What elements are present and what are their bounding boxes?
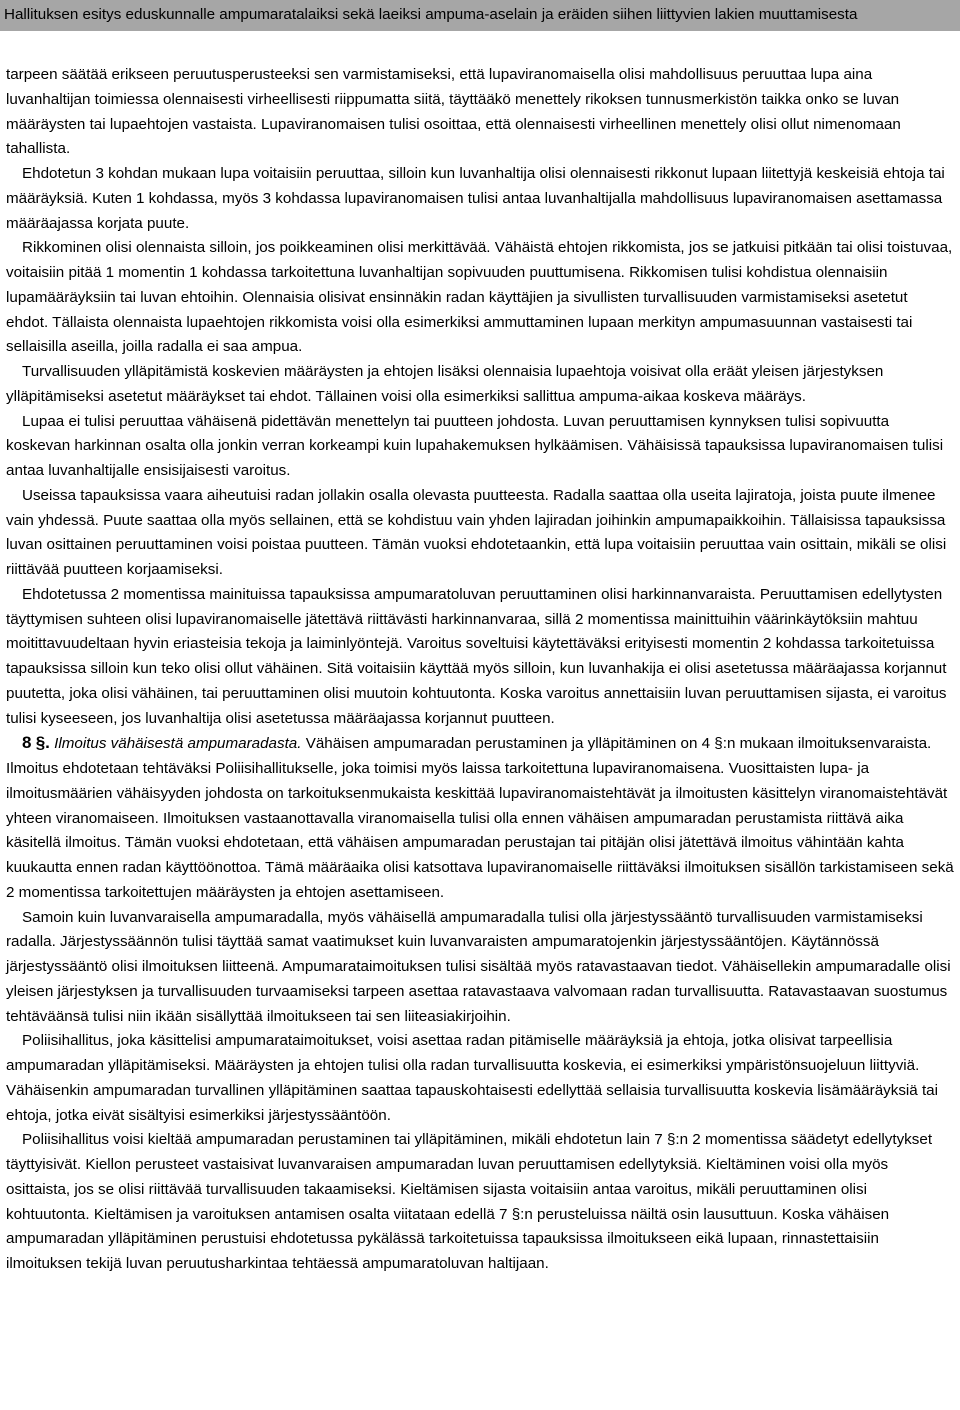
section-body: Vähäisen ampumaradan perustaminen ja ylläpitäminen on 4 §:n mukaan ilmoituksenvaraista. Ilmoitus ehdotetaan tehtäväksi Poliisihallitukselle, joka toimisi myös laissa tarkoitettuna lupaviranomaisena. Vuosittaisten lupa- ja ilmoitusmäärien vähäisyyden johdosta on tarkoituksenmukaista keskittää lupaviranomaistehtävät ja ilmoitusten käsittelyn viranomaistehtävät yhteen viranomaiseen. Ilmoituksen vastaanottavalla viranomaisella tulisi olla ennen vähäisen ampumaradan perustamista riittävä aika käsitellä ilmoitus. Tämän vuoksi ehdotetaan, että vähäisen ampumaradan perustajan tai pitäjän olisi jätettävä ilmoitus vähintään kahta kuukautta ennen radan käyttöönottoa. Tämä määräaika olisi katsottava lupaviranomaiselle riittäväksi ilmoituksen sisällön tarkistamiseen sekä 2 momentissa tarkoitettujen määräysten ja ehtojen asettamiseen. [6,735,954,901]
paragraph: Poliisihallitus voisi kieltää ampumaradan perustaminen tai ylläpitäminen, mikäli ehdotetun lain 7 §:n 2 momentissa säädetyt edellytykset täyttyisivät. Kiellon perusteet vastaisivat luvanvaraisen ampumaradan luvan peruuttamisen edellytyksiä. Kieltäminen voisi olla myös osittaista, jos se olisi riittävää turvallisuuden takaamiseksi. Kieltämisen sijasta voitaisiin antaa varoitus, mikäli peruuttaminen olisi kohtuutonta. Kieltämisen ja varoituksen antamisen osalta viitataan edellä 7 §:n perusteluissa näiltä osin lausuttuun. Koska vähäisen ampumaradan ylläpitäminen perustuisi ehdotetussa pykälässä tarkoitetuissa tapauksissa ilmoitukseen eikä lupaan, rinnastettaisiin ilmoituksen tekijä luvan peruutusharkintaa tehtäessä ampumaratoluvan haltijaan. [6,1131,933,1272]
paragraph: Poliisihallitus, joka käsittelisi ampumarataimoitukset, voisi asettaa radan pitämiselle määräyksiä ja ehtoja, jotka olisivat tarpeellisia ampumaradan ylläpitämiseksi. Määräysten ja ehtojen tulisi olla radan turvallisuutta koskevia, ei esimerkiksi ympäristönsuojeluun liittyviä. Vähäisenkin ampumaradan turvallinen ylläpitäminen saattaa tapauskohtaisesti edellyttää sellaisia turvallisuutta koskevia lisämääräyksiä tai ehtoja, jotka eivät sisältyisi esimerkiksi järjestyssääntöön. [6,1032,938,1124]
document-body [6,63,954,1277]
document-title: Hallituksen esitys eduskunnalle ampumaratalaiksi sekä laeiksi ampuma-aselain ja eräiden siihen liittyvien lakien muuttamisesta [4,6,858,23]
paragraph: Rikkominen olisi olennaista silloin, jos poikkeaminen olisi merkittävää. Vähäistä ehtojen rikkomista, jos se jatkuisi pitkään tai olisi toistuvaa, voitaisiin pitää 1 momentin 1 kohdassa tarkoitettuna luvanhaltijan sopivuuden puuttumisena. Rikkomisen tulisi kohdistua olennaisiin lupamääräyksiin tai luvan ehtoihin. Olennaisia olisivat ensinnäkin radan käyttäjien ja sivullisten turvallisuuden varmistamiseksi asetetut ehdot. Tällaista olennaista lupaehtojen rikkomista voisi olla esimerkiksi ammuttaminen lupaan merkityn ampumasuunnan vastaisesti tai sellaisilla aseilla, joilla radalla ei saa ampua. [6,239,953,356]
section-title: Ilmoitus vähäisestä ampumaradasta. [54,735,302,753]
paragraph: Turvallisuuden ylläpitämistä koskevien määräysten ja ehtojen lisäksi olennaisia lupaehtoja voisivat olla eräät yleisen järjestyksen ylläpitämiseksi asetetut määräykset tai ehdot. Tällainen voisi olla esimerkiksi sallittua ampuma-aikaa koskeva määräys. [6,363,884,405]
section-mark: §. [35,733,50,753]
paragraph: Ehdotetussa 2 momentissa mainituissa tapauksissa ampumaratoluvan peruuttaminen olisi harkinnanvaraista. Peruuttamisen edellytysten täyttymisen suhteen olisi lupaviranomaiselle jätettävä riittävästi harkinnanvaraa, sillä 2 momentissa mainittuihin väärinkäytöksiin mahtuu moitittavuudeltaan hyvin eriasteisia tekoja ja laiminlyöntejä. Varoitus soveltuisi käytettäväksi erityisesti momentin 2 kohdassa tarkoitetuissa tapauksissa silloin kun teko olisi ollut vähäinen. Sitä voitaisiin käyttää myös silloin, kun luvanhakija ei olisi asetetussa määräajassa korjannut puutetta, joka olisi vähäinen, tai peruuttaminen olisi muutoin kohtuutonta. Koska varoitus annettaisiin luvan peruuttamisen sijasta, ei varoitus tulisi kyseeseen, jos luvanhaltija olisi asetetussa määräajassa korjannut puutteen. [6,585,947,727]
paragraph: Ehdotetun 3 kohdan mukaan lupa voitaisiin peruuttaa, silloin kun luvanhaltija olisi olennaisesti rikkonut lupaan liitettyjä keskeisiä ehtoja tai määräyksiä. Kuten 1 kohdassa, myös 3 kohdassa lupaviranomaisen tulisi antaa luvanhaltijalla mahdollisuus lupaviranomaisen asettamassa määräajassa korjata puute. [6,165,945,232]
paragraph: Lupaa ei tulisi peruuttaa vähäisenä pidettävän menettelyn tai puutteen johdosta. Luvan peruuttamisen kynnyksen tulisi sopivuutta koskevan harkinnan osalta olla jonkin verran korkeampi kuin lupahakemuksen hylkäämisen. Vähäisissä tapauksissa lupaviranomaisen tulisi antaa luvanhaltijalle ensisijaisesti varoitus. [6,412,944,479]
paragraph: Samoin kuin luvanvaraisella ampumaradalla, myös vähäisellä ampumaradalla tulisi olla järjestyssääntö turvallisuuden varmistamiseksi radalla. Järjestyssäännön tulisi täyttää samat vaatimukset kuin luvanvaraisten ampumaratojenkin järjestyssääntöjen. Käytännössä järjestyssääntö olisi ilmoituksen liitteenä. Ampumarataimoituksen tulisi sisältää myös ratavastaavan tiedot. Vähäisellekin ampumaradalle olisi yleisen järjestyksen ja turvallisuuden turvaamiseksi tarpeen asettaa ratavastaava valvomaan radan turvallisuutta. Ratavastaavan suostumus tehtäväänsä tulisi niin ikään sisällyttää ilmoitukseen tai sen liiteasiakirjoihin. [6,908,951,1025]
paragraph-continuation: tarpeen säätää erikseen peruutusperusteeksi sen varmistamiseksi, että lupaviranomaisella olisi mahdollisuus peruuttaa lupa aina luvanhaltijan toimiessa olennaisesti virheellisesti riippumatta siitä, täyttääkö menettely rikoksen tunnusmerkistön taikka onko se luvan määräysten tai lupaehtojen vastaista. Lupaviranomaisen tulisi osoittaa, että olennaisesti virheellinen menettely olisi ollut nimenomaan tahallista. [6,66,901,158]
section-8-paragraph [6,731,954,905]
section-number: 8 [22,733,32,753]
paragraph: Useissa tapauksissa vaara aiheutuisi radan jollakin osalla olevasta puutteesta. Radalla saattaa olla useita lajiratoja, joista puute ilmenee vain yhdessä. Puute saattaa olla myös sellainen, että se kohdistuu vain yhden lajiradan joihinkin ampumapaikkoihin. Tällaisissa tapauksissa luvan osittainen peruuttaminen voisi poistaa puutteen. Tämän vuoksi ehdotetaankin, että lupa voitaisiin peruuttaa vain osittain, mikäli se olisi riittävää puutteen korjaamiseksi. [6,486,947,578]
page-header [0,0,960,31]
